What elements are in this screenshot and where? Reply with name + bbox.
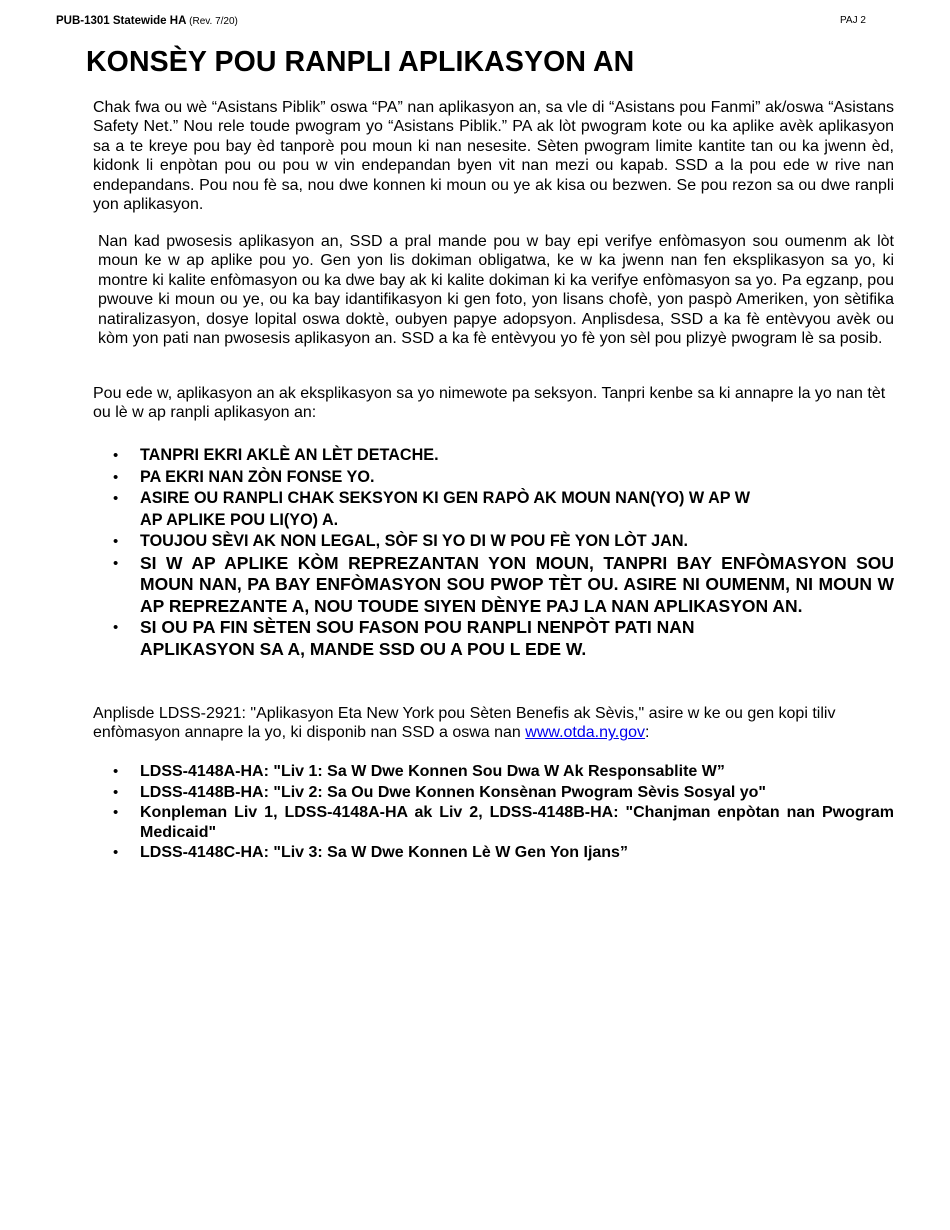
booklet-title: LDSS-4148C-HA: "Liv 3: Sa W Dwe Konnen Lè W Gen Yon Ijans” [140, 844, 628, 861]
tip-text: SI OU PA FIN SÈTEN SOU FASON POU RANPLI NENPÒT PATI NAN APLIKASYON SA A, MANDE SSD OU A POU L EDE W. [140, 617, 695, 659]
bullet-icon: • [113, 844, 119, 861]
page-label: PAJ 2 [840, 15, 866, 26]
tip-text: SI W AP APLIKE KÒM REPREZANTAN YON MOUN, TANPRI BAY ENFÒMASYON SOU MOUN NAN, PA BAY ENFÒMASYON SOU PWOP TÈT OU. ASIRE NI OUMENM, NI MOUN W AP REPREZANTE A, NOU TOUDE SIYEN DÈNYE PAJ LA NAN APLIKASYON AN. [140, 552, 894, 616]
otda-website-link[interactable]: www.otda.ny.gov [525, 724, 646, 742]
bullet-icon: • [113, 804, 119, 821]
tip-text: ASIRE OU RANPLI CHAK SEKSYON KI GEN RAPÒ AK MOUN NAN(YO) W AP W AP APLIKE POU LI(YO) A. [140, 489, 751, 529]
ldss-colon: : [645, 724, 650, 742]
bullet-icon: • [113, 447, 119, 464]
bullet-icon: • [113, 783, 119, 801]
form-id-header [56, 15, 238, 27]
page-title: KONSÈY POU RANPLI APLIKASYON AN [86, 46, 635, 78]
list-item [93, 445, 894, 467]
tip-text: PA EKRI NAN ZÒN FONSE YO. [140, 467, 375, 486]
tip-text: TOUJOU SÈVI AK NON LEGAL, SÒF SI YO DI W POU FÈ YON LÒT JAN. [140, 532, 689, 550]
help-paragraph: Pou ede w, aplikasyon an ak eksplikasyon sa yo nimewote pa seksyon. Tanpri kenbe sa ki annapre la yo nan tèt ou lè w ap ranpli aplikasyon an: [93, 385, 886, 422]
booklet-title: LDSS-4148B-HA: "Liv 2: Sa Ou Dwe Konnen Konsènan Pwogram Sèvis Sosyal yo" [140, 783, 766, 801]
bullet-icon: • [113, 490, 119, 507]
tips-list [93, 445, 894, 660]
bullet-icon: • [113, 763, 119, 780]
form-id: PUB-1301 Statewide HA [56, 15, 186, 27]
list-item [93, 467, 894, 489]
list-item [93, 617, 894, 660]
bullet-icon: • [113, 619, 119, 636]
booklet-title: LDSS-4148A-HA: "Liv 1: Sa W Dwe Konnen Sou Dwa W Ak Responsablite W” [140, 763, 725, 780]
list-item [93, 762, 894, 782]
intro-paragraph: Chak fwa ou wè “Asistans Piblik” oswa “PA” nan aplikasyon an, sa vle di “Asistans pou Fanmi” ak/oswa “Asistans Safety Net.” Nou rele toude pwogram yo “Asistans Piblik.” PA ak lòt pwogram kote ou ka aplike avèk aplikasyon sa a te kreye pou bay èd tanporè pou moun ki nan nesesite. Sèten pwogram limite kantite tan ou ka jwenn èd, kidonk li enpòtan pou ou pou w vin endepandan byen vit nan mezi ou kapab. SSD a la pou ede w rive nan endepandans. Pou nou fè sa, nou dwe konnen ki moun ou ye ak kisa ou bezwen. Se pou rezon sa ou dwe ranpli yon aplikasyon. [93, 99, 894, 214]
processing-paragraph: Nan kad pwosesis aplikasyon an, SSD a pral mande pou w bay epi verifye enfòmasyon sou oumenm ak lòt moun ke w ap aplike pou yo. Gen yon lis dokiman obligatwa, ke w ka jwenn nan fen eksplikasyon sa yo, ki montre ki kalite enfòmasyon ou ka dwe bay ak ki kalite dokiman ki ka verifye enfòmasyon sa yo. Pa egzanp, pou pwouve ki moun ou ye, ou ka bay idantifikasyon ki gen foto, yon lisans chofè, yon paspò Ameriken, yon sètifika natiralizasyon, dosye lopital oswa doktè, oubyen papye adopsyon. Anplisdesa, SSD a ka fè entèvyou avèk ou kòm yon pati nan pwosesis aplikasyon an. SSD a ka fè entèvyou yo fè yon sèl pou plizyè pwogram lè sa posib. [98, 233, 894, 348]
ldss-paragraph [93, 704, 898, 743]
bullet-icon: • [113, 533, 119, 550]
list-item [93, 531, 894, 553]
ldss-text: Anplisde LDSS-2921: "Aplikasyon Eta New York pou Sèten Benefis ak Sèvis," asire w ke ou gen kopi tiliv enfòmasyon annapre la yo, ki disponib nan SSD a oswa nan [93, 705, 836, 742]
list-item [93, 553, 894, 618]
booklet-title: Konpleman Liv 1, LDSS-4148A-HA ak Liv 2, LDSS-4148B-HA: "Chanjman enpòtan nan Pwogram Medicaid" [140, 804, 894, 841]
bullet-icon: • [113, 468, 119, 486]
booklets-list [93, 762, 894, 864]
tip-text: TANPRI EKRI AKLÈ AN LÈT DETACHE. [140, 446, 439, 464]
revision-date: (Rev. 7/20) [189, 16, 238, 27]
list-item [93, 843, 894, 863]
list-item [93, 783, 894, 803]
bullet-icon: • [113, 554, 119, 572]
list-item [93, 803, 894, 842]
list-item [93, 488, 894, 531]
